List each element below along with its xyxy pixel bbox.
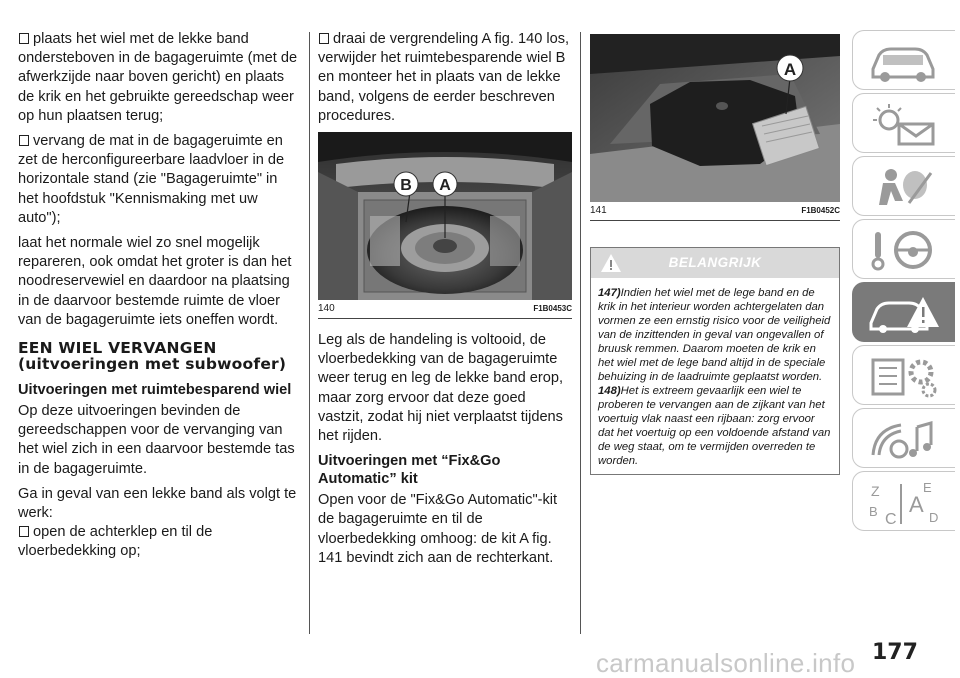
column-divider [309,32,310,634]
bullet-item: plaats het wiel met de lekke band ondersteboven in de bagageruimte (met de afwerkzijde naar boven gericht) en plaats de krik en het gebruikte gereedschap weer op hun plaatsen terug; [18,31,298,124]
warning-title: BELANGRIJK [668,255,762,270]
column-middle [318,30,572,574]
column-left [18,30,300,568]
tab-emergency[interactable] [852,282,955,342]
svg-text:A: A [909,492,924,517]
bullet-item: vervang de mat in de bagageruimte en zet de herconfigureerbare laadvloer in de horizontale stand (zie "Bagageruimte" in het hoofdstuk "Kennismaking met uw auto"); [18,133,285,226]
paragraph: Open voor de "Fix&Go Automatic"-kit de bagageruimte en til de vloerbedekking omhoog: de kit A fig. 141 bevindt zich aan de rechterkant. [318,492,558,566]
figure-code: F1B0453C [533,304,572,314]
figure-number: 140 [318,303,335,315]
figure-caption [590,202,840,220]
figure-code: F1B0452C [801,206,840,215]
tab-car-dashboard[interactable] [852,30,955,90]
warning-header [591,248,839,278]
trunk-spare-wheel-photo [318,132,572,300]
checkbox-bullet-icon [19,526,29,537]
checkbox-bullet-icon [19,135,29,146]
bullet-item: open de achterklep en til de vloerbedekking op; [18,524,213,560]
checkbox-bullet-icon [319,33,329,44]
chapter-tabs [852,30,955,534]
callout-a-label: A [439,177,451,195]
subheading: Uitvoeringen met “Fix&Go Automatic” kit [318,453,501,488]
tab-index[interactable] [852,471,955,531]
paragraph: Op deze uitvoeringen bevinden de gereedschappen voor de vervanging van het wiel zich in een daarvoor bestemde tas in de bagageruimte. [18,403,295,477]
svg-text:D: D [929,510,939,525]
warning-body [591,278,839,474]
column-divider [580,32,581,634]
subheading: Uitvoeringen met ruimtebesparend wiel [18,382,292,399]
tab-maintenance[interactable] [852,345,955,405]
column-right [590,34,840,475]
airbag-seat-icon [865,163,945,211]
section-title: EEN WIEL VERVANGEN (uitvoeringen met subwoofer) [18,339,287,374]
svg-text:B: B [869,504,878,519]
tab-lights-message[interactable] [852,93,955,153]
checkbox-bullet-icon [19,33,29,44]
lights-message-icon [865,100,945,148]
alphabetical-index-icon [865,478,945,526]
watermark: carmanualsonline.info [596,648,856,678]
figure-141 [590,34,840,221]
figure-number: 141 [590,205,607,216]
svg-text:C: C [885,511,897,526]
car-dashboard-icon [865,37,945,85]
bullet-item: draai de vergrendeling A fig. 140 los, verwijder het ruimtebesparende wiel B en monteer het in plaats van de lekke band, volgens de eerder beschreven procedures. [318,31,570,124]
figure-caption [318,300,572,318]
car-breakdown-icon [865,289,945,337]
warning-box [590,247,840,475]
maintenance-tools-icon [865,352,945,400]
svg-text:E: E [923,480,932,495]
tab-safety[interactable] [852,156,955,216]
svg-text:Z: Z [871,483,880,499]
callout-a-label: A [783,60,797,79]
tab-starting-driving[interactable] [852,219,955,279]
warning-note: 147)Indien het wiel met de lege band en de krik in het interieur worden achtergelaten dan vormen ze een ernstig risico voor de veiligheid van de inzittenden in geval van ongevallen of bruusk remmen. Daarom moeten de krik en het wiel met de lege band altijd in de speciale behuizing in de laadruimte geplaatst worden. [598,287,831,383]
tab-multimedia[interactable] [852,408,955,468]
figure-140 [318,132,572,319]
callout-b-label: B [400,177,412,195]
paragraph: Ga in geval van een lekke band als volgt te werk: [18,485,297,522]
fix-and-go-kit-photo [590,34,840,202]
paragraph: laat het normale wiel zo snel mogelijk repareren, ook omdat het groter is dan het noodreservewiel en daardoor na plaatsing in de daarvoor bestemde ruimte de vloer van de bagageruimte iets oneffen wordt. [18,235,292,328]
key-steering-wheel-icon [865,226,945,274]
page-number: 177 [872,640,918,665]
paragraph: Leg als de handeling is voltooid, de vloerbedekking van de bagageruimte weer terug en leg de lekke band erop, maar zorg ervoor dat deze goed vastzit, zodat hij niet verplaatst tijdens het rijden. [318,332,564,445]
multimedia-icon [865,415,945,463]
warning-note: 148)Het is extreem gevaarlijk een wiel te proberen te vervangen aan de zijkant van het voertuig vlak naast een rijbaan: zorg ervoor dat het voertuig op een voldoende afstand van de weg staat, om te vermijden overreden te worden. [598,385,831,467]
